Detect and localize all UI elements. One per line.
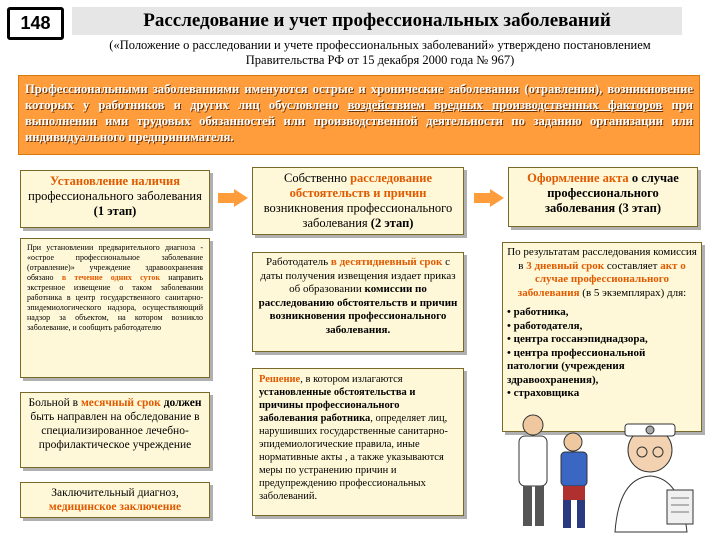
stage2-text-c: с даты получения извещения издает приказ об образовании xyxy=(260,256,456,295)
page-subtitle: («Положение о расследовании и учете профессиональных заболеваний» утверждено постановлением Правительства РФ от 15 декабря 2000 года № 967) xyxy=(109,38,651,67)
list-item: • страховщика xyxy=(507,387,697,401)
stage3-act-box xyxy=(502,242,702,432)
list-item: • центра госсанэпиднадзора, xyxy=(507,333,697,347)
stage2-title-d: возникновения профессионального заболевания xyxy=(263,201,453,230)
stage3-header-box xyxy=(508,167,698,227)
stage3-text-e: (в 5 экземплярах) для: xyxy=(579,286,687,299)
stage2-header-box xyxy=(252,167,464,235)
definition-text-2: при выполнении ими трудовых обязанностей или производственной деятельности по заданию организации или индивидуального предпринимателя. xyxy=(25,98,693,144)
stage3-text-c: составляет xyxy=(604,259,661,272)
definition-banner xyxy=(18,75,700,155)
stage2-text-a: Работодатель xyxy=(265,256,331,268)
stage1-header-box xyxy=(20,170,210,228)
stage2-dec-a: Решение xyxy=(259,374,301,385)
stage1-mid-a: Больной в xyxy=(28,397,81,409)
doctor-patient-illustration xyxy=(505,410,605,535)
stage2-title-e: (2 этап) xyxy=(370,216,414,230)
stage1-text-b: в течение одних суток xyxy=(61,273,160,282)
stage1-text-c: направить экстренное извещение о таком заболевании работника в центр государственного санитарно-эпидемиологического надзора, осуществляющий надзор за объектом, на котором возникло заболевание, и сообщить работодателю xyxy=(27,273,203,332)
stage3-text-d: акт о случае профессионального заболевания xyxy=(517,259,686,299)
doctor-illustration xyxy=(605,412,705,534)
stage2-dec-b: , в котором излагаются xyxy=(300,374,403,385)
stage2-text-b: в десятидневный срок xyxy=(330,256,443,268)
stage2-title-b: расследование xyxy=(350,171,432,185)
stage1-title-a: Установление наличия xyxy=(49,174,181,188)
stage2-decision-box xyxy=(252,368,464,516)
stage1-text-a: При установлении предварительного диагноза - «острое профессиональное заболевание (отравление)» учреждение здравоохранения обязано xyxy=(27,243,203,282)
stage1-final-a: Заключительный диагноз, xyxy=(51,487,179,499)
arrow-right-icon xyxy=(490,189,504,207)
stage1-title-c: (1 этап) xyxy=(93,204,137,218)
stage1-final-b: медицинское заключение xyxy=(48,501,182,513)
stage2-title-a: Собственно xyxy=(283,171,351,185)
stage3-text-b: 3 дневный срок xyxy=(526,259,605,272)
stage1-referral-box xyxy=(20,392,210,468)
definition-underlined: воздействием вредных производственных факторов xyxy=(347,98,663,112)
stage1-title-b: профессионального заболевания xyxy=(28,189,202,203)
stage1-mid-b: месячный срок xyxy=(80,397,161,409)
stage2-text-d: комиссии по расследованию обстоятельств и причин возникновения профессионального заболевания. xyxy=(258,283,458,336)
stage2-title-c: обстоятельств и причин xyxy=(289,186,427,200)
arrow-right-icon xyxy=(234,189,248,207)
stage3-recipient-list xyxy=(507,306,697,401)
stage1-final-diagnosis-box xyxy=(20,482,210,518)
stage2-dec-c: установленные обстоятельства и причины профессионального заболевания работника xyxy=(259,387,416,424)
list-item: • работника, xyxy=(507,306,697,320)
stage1-notice-box xyxy=(20,238,210,378)
stage3-title-a: Оформление акта xyxy=(527,171,629,185)
stage2-dec-d: , определяет лиц, нарушивших государственные санитарно-эпидемиологические правила, иные нормативные акты , а также указываются меры по устранению причин и предупреждению профессиональных заболеваний. xyxy=(259,413,448,502)
page-title: Расследование и учет профессиональных заболеваний xyxy=(72,7,682,35)
list-item: • центра профессиональной патологии (учреждения здравоохранения), xyxy=(507,347,697,388)
slide-number: 148 xyxy=(7,7,64,40)
stage3-text-a: По результатам расследования комиссия в xyxy=(507,246,697,272)
list-item: • работодателя, xyxy=(507,320,697,334)
stage1-mid-c: должен xyxy=(160,397,202,409)
stage3-title-c: (3 этап) xyxy=(618,201,661,215)
definition-text-1: Профессиональными заболеваниями именуются острые и хронические заболевания (отравления), возникновение которых у работников и других лиц обусловлено xyxy=(25,82,693,112)
stage3-title-b: о случае профессионального заболевания xyxy=(545,171,679,215)
stage2-commission-box xyxy=(252,252,464,352)
stage1-mid-d: быть направлен на обследование в специализированное лечебно-профилактическое учреждение xyxy=(30,411,200,451)
